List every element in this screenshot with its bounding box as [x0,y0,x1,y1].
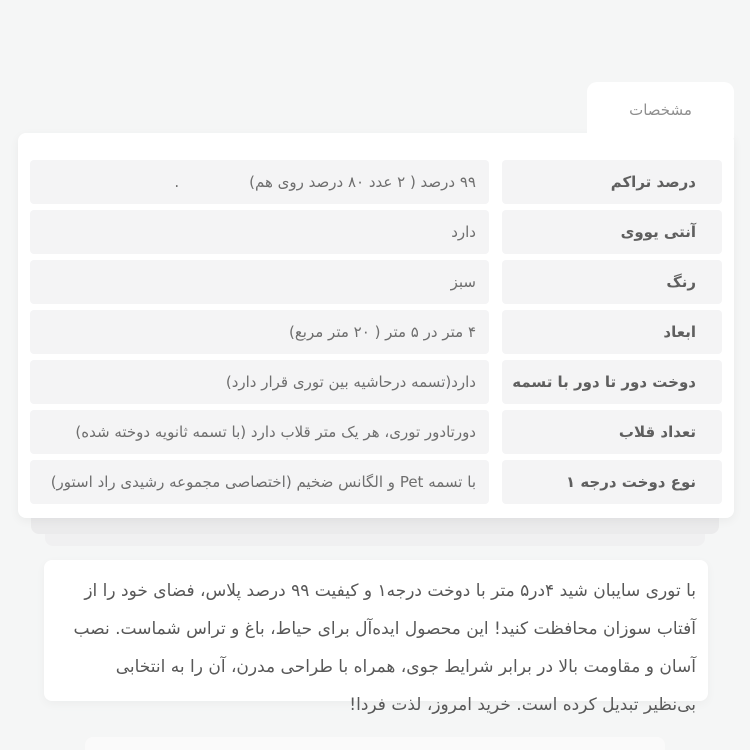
spec-value: ۹۹ درصد ( ۲ عدد ۸۰ درصد روی هم). [30,160,489,204]
spec-value: دارد [30,210,489,254]
spec-row-dimensions [30,310,722,354]
spec-value: با تسمه Pet و الگانس ضخیم (اختصاصی مجموعه رشیدی راد استور) [30,460,489,504]
spec-label: ابعاد [502,310,722,354]
spec-row-edge-stitching [30,360,722,404]
spec-label: تعداد قلاب [502,410,722,454]
tab-specifications-label: مشخصات [629,101,692,119]
spec-row-anti-uv [30,210,722,254]
spec-value: دارد(تسمه درحاشیه بین توری قرار دارد) [30,360,489,404]
tab-specifications[interactable] [587,82,734,138]
spec-label: آنتی یووی [502,210,722,254]
product-description: با توری سایبان شید ۴در۵ متر با دوخت درجه۱ و کیفیت ۹۹ درصد پلاس، فضای خود را از آفتاب سوزان محافظت کنید! این محصول ایده‌آل برای حیاط، باغ و تراس شماست. نصب آسان و مقاومت بالا در برابر شرایط جوی، همراه با طراحی مدرن، آن را به انتخابی بی‌نظیر تبدیل کرده است. خرید امروز، لذت فردا! [73,581,696,715]
specifications-card [18,133,734,518]
spec-label: دوخت دور تا دور با تسمه [502,360,722,404]
next-section-peek [85,737,665,750]
spec-label: درصد تراکم [502,160,722,204]
spec-value: دورتادور توری، هر یک متر قلاب دارد (با تسمه ثانویه دوخته شده) [30,410,489,454]
spec-row-color [30,260,722,304]
spec-row-hook-count [30,410,722,454]
spec-value: سبز [30,260,489,304]
value-trailing-dot: . [174,173,180,191]
spec-value: ۴ متر در ۵ متر ( ۲۰ متر مربع) [30,310,489,354]
description-card [44,560,708,715]
spec-row-density [30,160,722,204]
spec-label: رنگ [502,260,722,304]
spec-row-stitch-type [30,460,722,504]
spec-label: نوع دوخت درجه ۱ [502,460,722,504]
